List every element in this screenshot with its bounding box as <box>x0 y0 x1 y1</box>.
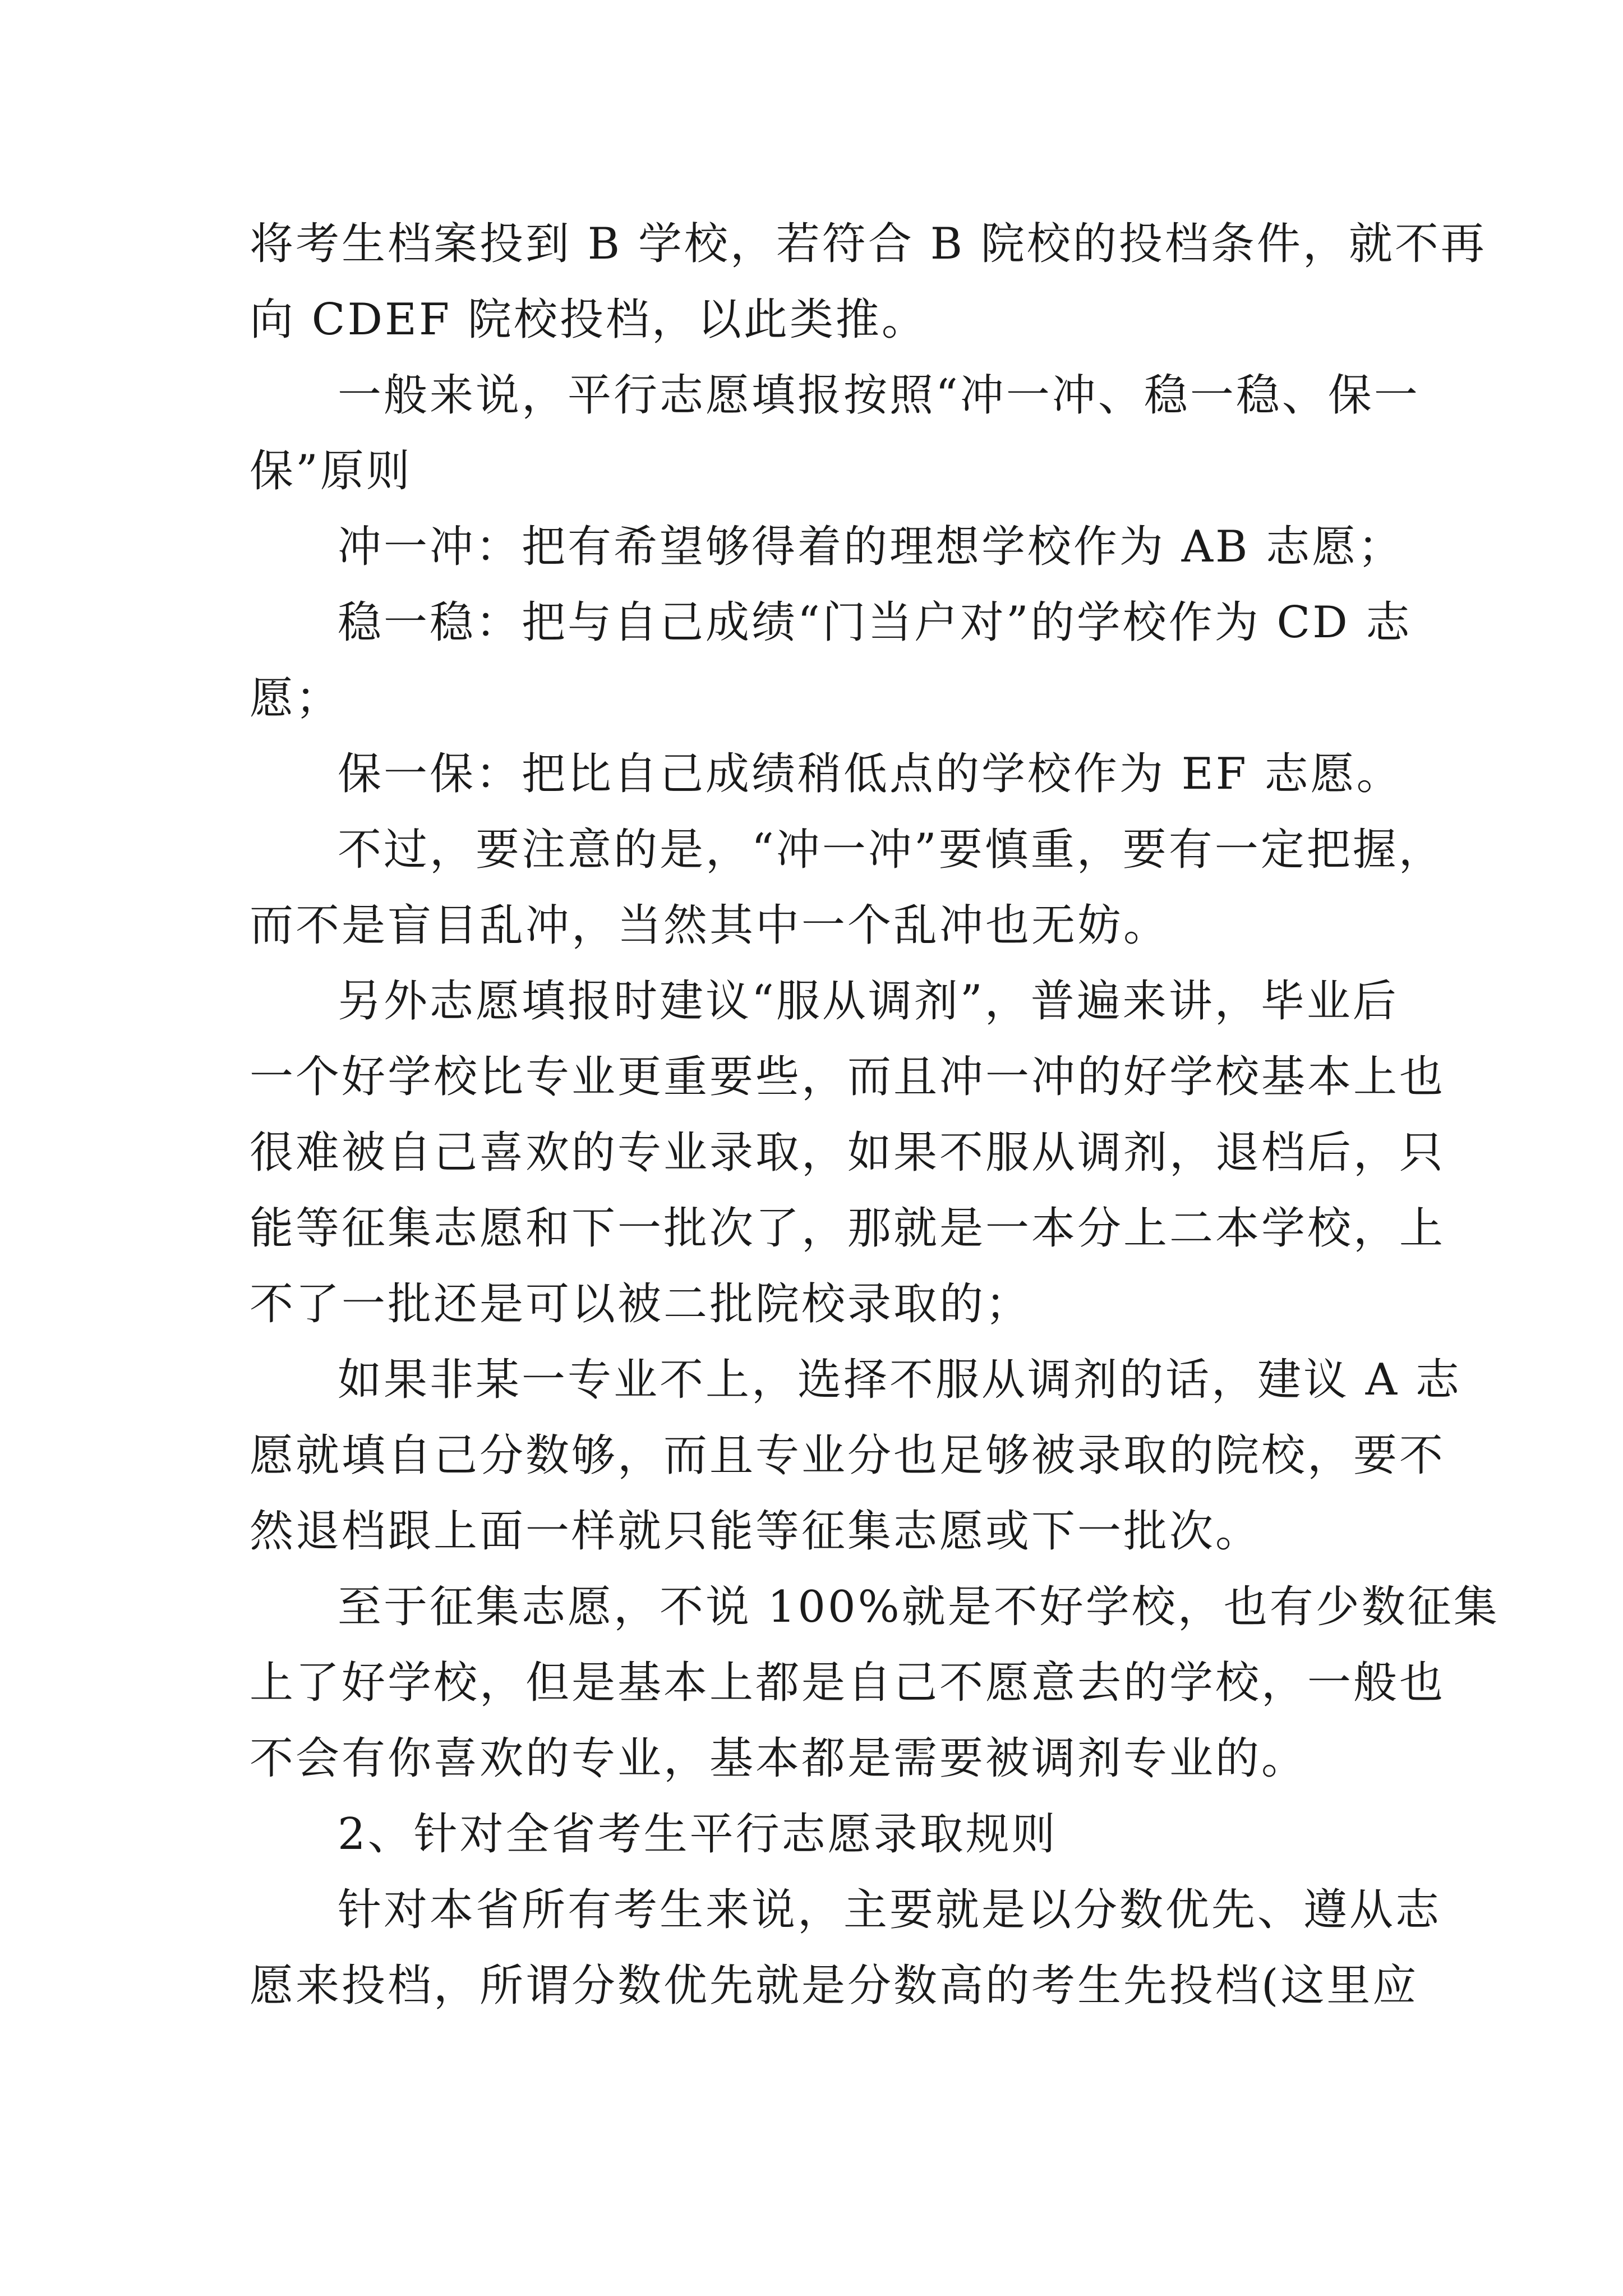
text-line-22: 2、针对全省考生平行志愿录取规则 <box>338 1809 1058 1860</box>
text-line-23: 针对本省所有考生来说，主要就是以分数优先、遵从志 <box>338 1885 1442 1935</box>
text-line-15: 不了一批还是可以被二批院校录取的； <box>250 1279 1032 1329</box>
text-line-21: 不会有你喜欢的专业，基本都是需要被调剂专业的。 <box>250 1733 1308 1784</box>
text-line-3: 一般来说，平行志愿填报按照“冲一冲、稳一稳、保一 <box>338 370 1420 421</box>
text-line-17: 愿就填自己分数够，而且专业分也足够被录取的院校，要不 <box>250 1430 1446 1481</box>
text-line-1: 将考生档案投到 B 学校，若符合 B 院校的投档条件，就不再 <box>250 219 1487 269</box>
text-line-10: 而不是盲目乱冲，当然其中一个乱冲也无妨。 <box>250 900 1170 951</box>
text-line-5: 冲一冲：把有希望够得着的理想学校作为 AB 志愿； <box>338 522 1404 572</box>
text-line-6: 稳一稳：把与自己成绩“门当户对”的学校作为 CD 志 <box>338 597 1412 648</box>
text-line-7: 愿； <box>250 673 342 724</box>
text-line-2: 向 CDEF 院校投档，以此类推。 <box>250 295 928 345</box>
text-line-8: 保一保：把比自己成绩稍低点的学校作为 EF 志愿。 <box>338 749 1403 799</box>
text-line-18: 然退档跟上面一样就只能等征集志愿或下一批次。 <box>250 1506 1262 1557</box>
text-line-11: 另外志愿填报时建议“服从调剂”，普遍来讲，毕业后 <box>338 976 1399 1027</box>
text-line-20: 上了好学校，但是基本上都是自己不愿意去的学校，一般也 <box>250 1658 1446 1708</box>
text-line-13: 很难被自己喜欢的专业录取，如果不服从调剂，退档后，只 <box>250 1128 1446 1178</box>
text-line-4: 保”原则 <box>250 446 412 496</box>
text-line-16: 如果非某一专业不上，选择不服从调剂的话，建议 A 志 <box>338 1355 1461 1405</box>
text-line-9: 不过，要注意的是，“冲一冲”要慎重，要有一定把握， <box>338 825 1445 875</box>
text-line-19: 至于征集志愿，不说 100%就是不好学校，也有少数征集 <box>338 1582 1500 1632</box>
text-line-14: 能等征集志愿和下一批次了，那就是一本分上二本学校，上 <box>250 1203 1446 1254</box>
text-line-24: 愿来投档，所谓分数优先就是分数高的考生先投档(这里应 <box>250 1961 1419 2011</box>
text-line-12: 一个好学校比专业更重要些，而且冲一冲的好学校基本上也 <box>250 1052 1446 1102</box>
